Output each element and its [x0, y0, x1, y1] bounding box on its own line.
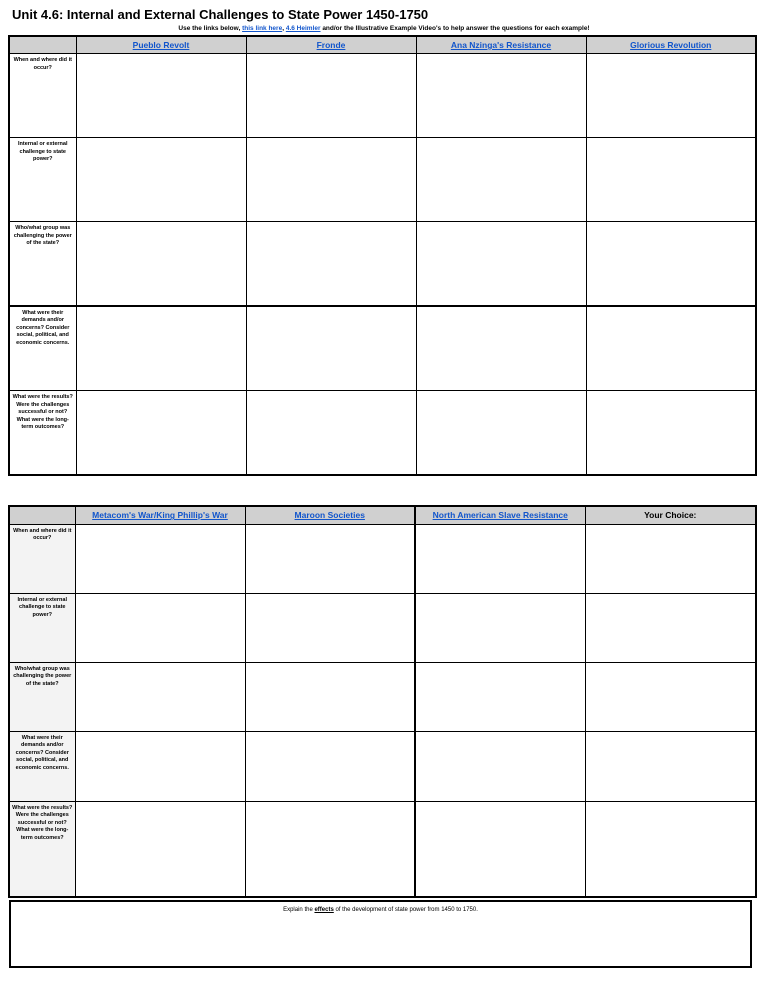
row-label-demands: What were their demands and/or concerns? Consider social, political, and economic concerns.: [9, 731, 75, 801]
glorious-revolution-link[interactable]: Glorious Revolution: [630, 40, 712, 50]
answer-cell[interactable]: [415, 524, 585, 593]
row-label-internal-external: Internal or external challenge to state power?: [9, 593, 75, 662]
answer-cell[interactable]: [416, 306, 586, 391]
heimler-link[interactable]: 4.6 Heimler: [285, 25, 321, 32]
answer-cell[interactable]: [245, 731, 415, 801]
answer-cell[interactable]: [246, 54, 416, 138]
challenges-table-2: [8, 505, 757, 898]
instructions-sep: ,: [282, 25, 286, 32]
instructions: [0, 25, 768, 32]
row-label-who-challenging: Who/what group was challenging the power of the state?: [9, 222, 76, 306]
answer-cell[interactable]: [75, 731, 245, 801]
answer-cell[interactable]: [585, 662, 756, 731]
maroon-societies-link[interactable]: Maroon Societies: [294, 510, 365, 521]
answer-cell[interactable]: [245, 662, 415, 731]
row-label-internal-external: Internal or external challenge to state power?: [9, 138, 76, 222]
answer-cell[interactable]: [416, 54, 586, 138]
instructions-after: and/or the Illustrative Example Video's to help answer the questions for each example!: [320, 25, 590, 32]
answer-cell[interactable]: [415, 801, 585, 897]
answer-cell[interactable]: [246, 391, 416, 475]
answer-cell[interactable]: [586, 391, 756, 475]
corner-cell: [9, 36, 76, 54]
answer-cell[interactable]: [585, 731, 756, 801]
north-american-slave-resistance-link[interactable]: North American Slave Resistance: [432, 510, 568, 521]
this-link-here-link[interactable]: this link here: [242, 25, 283, 32]
instructions-before: Use the links below,: [178, 25, 243, 32]
answer-cell[interactable]: [76, 138, 246, 222]
explain-emphasis: effects: [314, 907, 334, 913]
row-label-who-challenging: Who/what group was challenging the power of the state?: [9, 662, 75, 731]
answer-cell[interactable]: [585, 801, 756, 897]
fronde-link[interactable]: Fronde: [316, 40, 346, 50]
answer-cell[interactable]: [415, 662, 585, 731]
answer-cell[interactable]: [586, 222, 756, 306]
column-header-metacoms-war: [75, 506, 245, 524]
answer-cell[interactable]: [585, 524, 756, 593]
column-header-your-choice[interactable]: Your Choice:: [585, 506, 756, 524]
answer-cell[interactable]: [75, 524, 245, 593]
row-label-when-where: When and where did it occur?: [9, 54, 76, 138]
answer-cell[interactable]: [246, 138, 416, 222]
explain-box[interactable]: [9, 900, 752, 968]
row-label-demands: What were their demands and/or concerns? Consider social, political, and economic concerns.: [9, 306, 76, 391]
answer-cell[interactable]: [76, 54, 246, 138]
answer-cell[interactable]: [246, 222, 416, 306]
answer-cell[interactable]: [76, 306, 246, 391]
column-header-maroon-societies: [245, 506, 415, 524]
answer-cell[interactable]: [586, 138, 756, 222]
column-header-ana-nzinga: [416, 36, 586, 54]
explain-before: Explain the: [283, 907, 315, 913]
ana-nzinga-link[interactable]: Ana Nzinga's Resistance: [450, 40, 552, 50]
column-header-fronde: [246, 36, 416, 54]
explain-after: of the development of state power from 1450 to 1750.: [333, 907, 478, 913]
answer-cell[interactable]: [416, 222, 586, 306]
column-header-pueblo-revolt: [76, 36, 246, 54]
row-label-results: What were the results? Were the challenges successful or not? What were the long-term outcomes?: [9, 391, 76, 475]
answer-cell[interactable]: [76, 222, 246, 306]
answer-cell[interactable]: [76, 391, 246, 475]
answer-cell[interactable]: [585, 593, 756, 662]
challenges-table-1: [8, 35, 757, 476]
row-label-results: What were the results? Were the challenges successful or not? What were the long-term outcomes?: [9, 801, 75, 897]
column-header-glorious-revolution: [586, 36, 756, 54]
corner-cell: [9, 506, 75, 524]
pueblo-revolt-link[interactable]: Pueblo Revolt: [132, 40, 190, 50]
answer-cell[interactable]: [416, 138, 586, 222]
answer-cell[interactable]: [245, 801, 415, 897]
page-title: Unit 4.6: Internal and External Challenges to State Power 1450-1750: [12, 7, 429, 22]
answer-cell[interactable]: [75, 801, 245, 897]
answer-cell[interactable]: [246, 306, 416, 391]
answer-cell[interactable]: [75, 593, 245, 662]
answer-cell[interactable]: [245, 524, 415, 593]
answer-cell[interactable]: [245, 593, 415, 662]
answer-cell[interactable]: [415, 731, 585, 801]
answer-cell[interactable]: [75, 662, 245, 731]
answer-cell[interactable]: [586, 54, 756, 138]
explain-prompt: [11, 907, 750, 913]
metacoms-war-link[interactable]: Metacom's War/King Phillip's War: [92, 510, 228, 521]
answer-cell[interactable]: [415, 593, 585, 662]
answer-cell[interactable]: [586, 306, 756, 391]
row-label-when-where: When and where did it occur?: [9, 524, 75, 593]
answer-cell[interactable]: [416, 391, 586, 475]
column-header-north-american-slave-resistance: [415, 506, 585, 524]
